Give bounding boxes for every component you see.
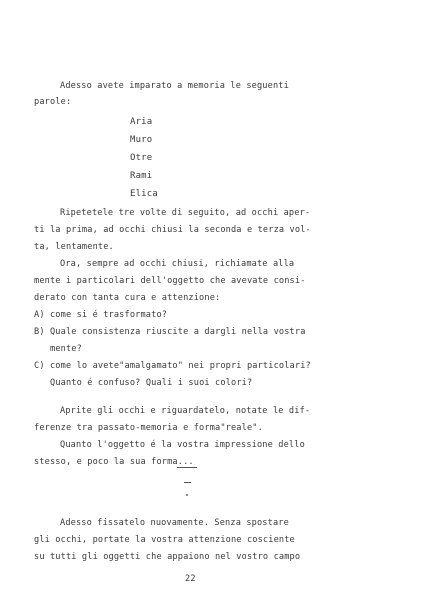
page-number: 22 xyxy=(185,574,196,584)
question-c: C) come lo avete"amalgamato" nei propri particolari? xyxy=(34,361,311,371)
paragraph-3-line: Quanto l'oggetto é la vostra impressione dello xyxy=(60,440,305,450)
paragraph-2-line: Ora, sempre ad occhi chiusi, richiamate alla xyxy=(60,259,295,269)
divider-dot xyxy=(186,494,188,496)
paragraph-1-line: ta, lentamente. xyxy=(34,242,114,252)
paragraph-2-line: mente i particolari dell'oggetto che avevate consi- xyxy=(34,276,306,286)
section-divider-short xyxy=(184,482,191,483)
question-c-cont: Quanto é confuso? Quali i suoi colori? xyxy=(50,378,253,388)
word-item: Muro xyxy=(130,135,153,145)
word-item: Otre xyxy=(130,153,153,163)
word-item: Rami xyxy=(130,171,153,181)
paragraph-1-line: Ripetetele tre volte di seguito, ad occhi aper- xyxy=(60,208,311,218)
paragraph-2-line: derato con tanta cura e attenzione: xyxy=(34,293,221,303)
paragraph-3-line: stesso, e poco la sua forma... xyxy=(34,457,194,467)
paragraph-3-line: Aprite gli occhi e riguardatelo, notate le dif- xyxy=(60,406,311,416)
paragraph-3-line: ferenze tra passato-memoria e forma"reale". xyxy=(34,423,263,433)
word-item: Aria xyxy=(130,117,153,127)
intro-line-1: Adesso avete imparato a memoria le seguenti xyxy=(60,81,289,91)
paragraph-4-line: gli occhi, portate la vostra attenzione cosciente xyxy=(34,535,295,545)
intro-line-2: parole: xyxy=(34,97,72,107)
section-divider xyxy=(177,467,197,468)
paragraph-1-line: ti la prima, ad occhi chiusi la seconda e terza vol- xyxy=(34,225,311,235)
question-b: B) Quale consistenza riuscite a dargli nella vostra xyxy=(34,327,306,337)
word-item: Elica xyxy=(130,189,158,199)
question-b-cont: mente? xyxy=(50,344,82,354)
paragraph-4-line: su tutti gli oggetti che appaiono nel vostro campo xyxy=(34,552,301,562)
question-a: A) come si é trasformato? xyxy=(34,310,168,320)
paragraph-4-line: Adesso fissatelo nuovamente. Senza spostare xyxy=(60,518,289,528)
